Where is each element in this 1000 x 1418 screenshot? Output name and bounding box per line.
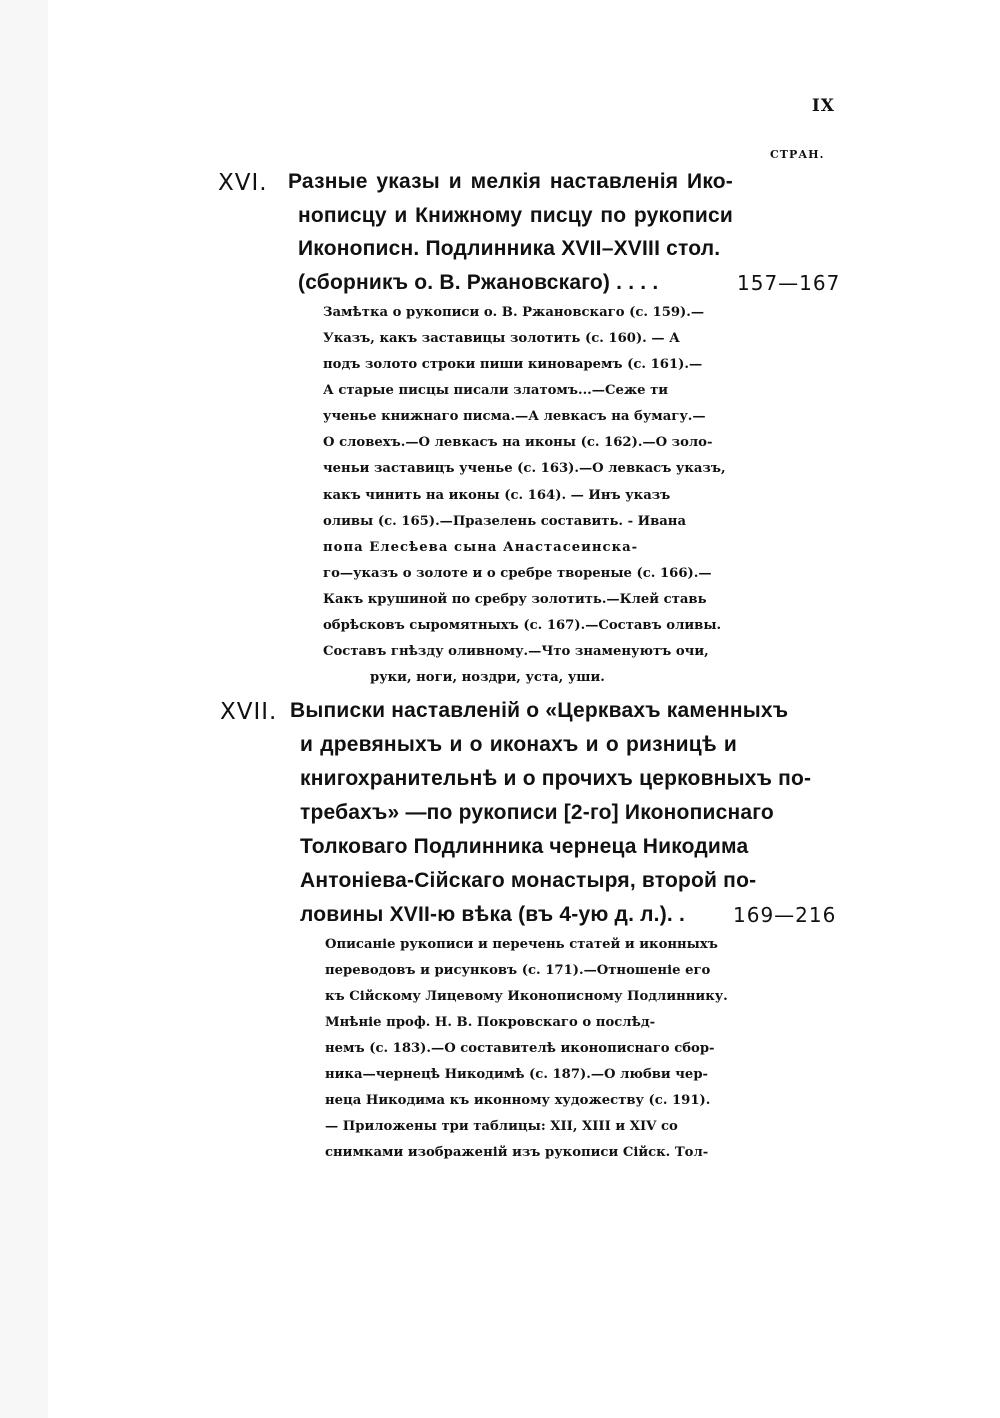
note-line: переводовъ и рисунковъ (с. 171).—Отношеніе его — [325, 963, 711, 978]
section-title-line: (сборникъ о. В. Ржановскаго) . . . . — [298, 271, 659, 294]
note-line: Описаніе рукописи и перечень статей и иконныхъ — [325, 937, 718, 952]
note-line: подъ золото строки пиши киноваремъ (с. 161).— — [323, 357, 703, 372]
page-range: 157—167 — [737, 271, 841, 295]
section-title-line: книгохранительнѣ и о прочихъ церковныхъ по- — [300, 767, 812, 790]
note-line: — Приложены три таблицы: XII, XIII и XIV со — [325, 1119, 678, 1134]
page-number: IX — [811, 96, 835, 116]
section-title-line: ловины XVII-ю вѣка (въ 4-ую д. л.). . — [300, 903, 686, 926]
page-range: 169—216 — [733, 903, 837, 927]
section-title-line: Толковаго Подлинника чернеца Никодима — [300, 835, 749, 858]
section-title-line: Антоніева-Сійскаго монастыря, второй по- — [300, 869, 757, 892]
note-line: ника—чернецѣ Никодимѣ (с. 187).—О любви чер- — [325, 1067, 709, 1082]
section-title-line: Выписки наставленій о «Церквахъ каменныхъ — [290, 699, 789, 722]
note-line: А старые писцы писали златомъ...—Сеже ти — [323, 383, 669, 398]
note-line: къ Сійскому Лицевому Иконописному Подлиннику. — [325, 989, 728, 1004]
note-line: руки, ноги, ноздри, уста, уши. — [370, 670, 605, 685]
section-numeral: XVII. — [220, 699, 278, 725]
note-line: Замѣтка о рукописи о. В. Ржановскаго (с. 159).— — [323, 305, 705, 320]
note-line: Составъ гнѣзду оливному.—Что знаменуютъ очи, — [323, 644, 709, 659]
note-line: немъ (с. 183).—О составителѣ иконописнаго сбор- — [325, 1041, 715, 1056]
section-numeral: XVI. — [218, 170, 268, 196]
note-line: О словехъ.—О левкасъ на иконы (с. 162).—О золо- — [323, 435, 713, 450]
note-line: какъ чинить на иконы (с. 164). — Инъ указъ — [323, 488, 671, 503]
section-title-line: Иконописн. Подлинника XVII–XVIII стол. — [298, 237, 721, 260]
note-line: ученье книжнаго писма.—А левкасъ на бумагу.— — [323, 409, 706, 424]
note-line: Мнѣніе проф. Н. В. Покровскаго о послѣд- — [325, 1015, 656, 1030]
note-line: снимками изображеній изъ рукописи Сійск. Тол- — [325, 1145, 709, 1160]
section-title-line: требахъ» —по рукописи [2-го] Иконописнаго — [300, 801, 774, 824]
note-line: ченьи заставицъ ученье (с. 163).—О левкасъ указъ, — [323, 461, 726, 476]
section-title-line: и древяныхъ и о иконахъ и о ризницѣ и — [300, 733, 737, 756]
section-title-line: нописцу и Книжному писцу по рукописи — [298, 204, 733, 227]
note-line: обрѣсковъ сыромятныхъ (с. 167).—Составъ оливы. — [323, 618, 722, 633]
note-line: Указъ, какъ заставицы золотить (с. 160). — А — [323, 331, 680, 346]
note-line: попа Елесѣева сына Анастасеинска- — [323, 540, 639, 555]
note-line: оливы (с. 165).—Празелень составить. - Ивана — [323, 514, 687, 529]
note-line: го—указъ о золоте и о сребре твореные (с. 166).— — [323, 566, 712, 581]
section-title-line: Разные указы и мелкія наставленія Ико- — [288, 170, 733, 193]
pages-column-label: СТРАН. — [770, 148, 825, 161]
note-line: неца Никодима къ иконному художеству (с. 191). — [325, 1093, 711, 1108]
note-line: Какъ крушиной по сребру золотить.—Клей ставь — [323, 592, 707, 607]
scan-margin-shade — [0, 0, 48, 1418]
